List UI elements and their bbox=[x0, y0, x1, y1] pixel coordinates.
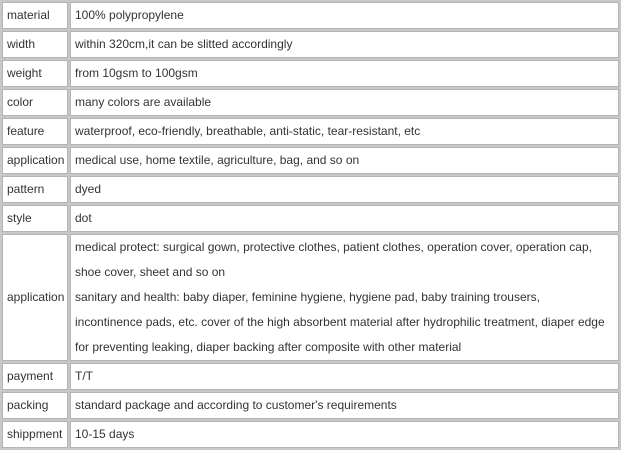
spec-value-line: 10-15 days bbox=[75, 427, 135, 441]
spec-row-pattern bbox=[2, 176, 619, 203]
spec-table-body bbox=[2, 2, 619, 448]
spec-value bbox=[70, 234, 619, 361]
spec-value bbox=[70, 363, 619, 390]
spec-row-application bbox=[2, 147, 619, 174]
spec-value-line: for preventing leaking, diaper backing after composite with other material bbox=[75, 340, 462, 354]
spec-value-line: sanitary and health: baby diaper, feminine hygiene, hygiene pad, baby training trousers, bbox=[75, 290, 540, 304]
spec-value bbox=[70, 421, 619, 448]
spec-row-shippment bbox=[2, 421, 619, 448]
spec-value-line: 100% polypropylene bbox=[75, 8, 184, 22]
spec-value bbox=[70, 89, 619, 116]
spec-row-style bbox=[2, 205, 619, 232]
spec-value-line: within 320cm,it can be slitted accordingly bbox=[75, 37, 293, 51]
spec-label: payment bbox=[2, 363, 68, 390]
spec-row-application bbox=[2, 234, 619, 361]
spec-value-line: medical use, home textile, agriculture, bag, and so on bbox=[75, 153, 360, 167]
spec-row-feature bbox=[2, 118, 619, 145]
spec-row-color bbox=[2, 89, 619, 116]
spec-label: weight bbox=[2, 60, 68, 87]
spec-value bbox=[70, 392, 619, 419]
spec-row-material bbox=[2, 2, 619, 29]
spec-value-line: from 10gsm to 100gsm bbox=[75, 66, 198, 80]
spec-value bbox=[70, 118, 619, 145]
spec-label: feature bbox=[2, 118, 68, 145]
spec-label: style bbox=[2, 205, 68, 232]
spec-value bbox=[70, 60, 619, 87]
spec-value-line: shoe cover, sheet and so on bbox=[75, 265, 226, 279]
spec-row-width bbox=[2, 31, 619, 58]
spec-value bbox=[70, 2, 619, 29]
spec-value bbox=[70, 147, 619, 174]
spec-label: material bbox=[2, 2, 68, 29]
spec-label: packing bbox=[2, 392, 68, 419]
spec-value bbox=[70, 176, 619, 203]
spec-value bbox=[70, 31, 619, 58]
spec-label: width bbox=[2, 31, 68, 58]
spec-value-line: dyed bbox=[75, 182, 102, 196]
spec-value bbox=[70, 205, 619, 232]
spec-label: pattern bbox=[2, 176, 68, 203]
spec-value-line: medical protect: surgical gown, protective clothes, patient clothes, operation cover, operation cap, bbox=[75, 240, 592, 254]
spec-value-line: standard package and according to customer's requirements bbox=[75, 398, 397, 412]
spec-row-weight bbox=[2, 60, 619, 87]
spec-label: shippment bbox=[2, 421, 68, 448]
spec-value-line: many colors are available bbox=[75, 95, 212, 109]
spec-value-line: incontinence pads, etc. cover of the high absorbent material after hydrophilic treatment, diaper edge bbox=[75, 315, 605, 329]
spec-row-packing bbox=[2, 392, 619, 419]
spec-row-payment bbox=[2, 363, 619, 390]
spec-value-line: waterproof, eco-friendly, breathable, anti-static, tear-resistant, etc bbox=[75, 124, 421, 138]
spec-value-line: T/T bbox=[75, 369, 93, 383]
spec-label: application bbox=[2, 147, 68, 174]
spec-label: application bbox=[2, 234, 68, 361]
spec-label: color bbox=[2, 89, 68, 116]
spec-value-line: dot bbox=[75, 211, 92, 225]
